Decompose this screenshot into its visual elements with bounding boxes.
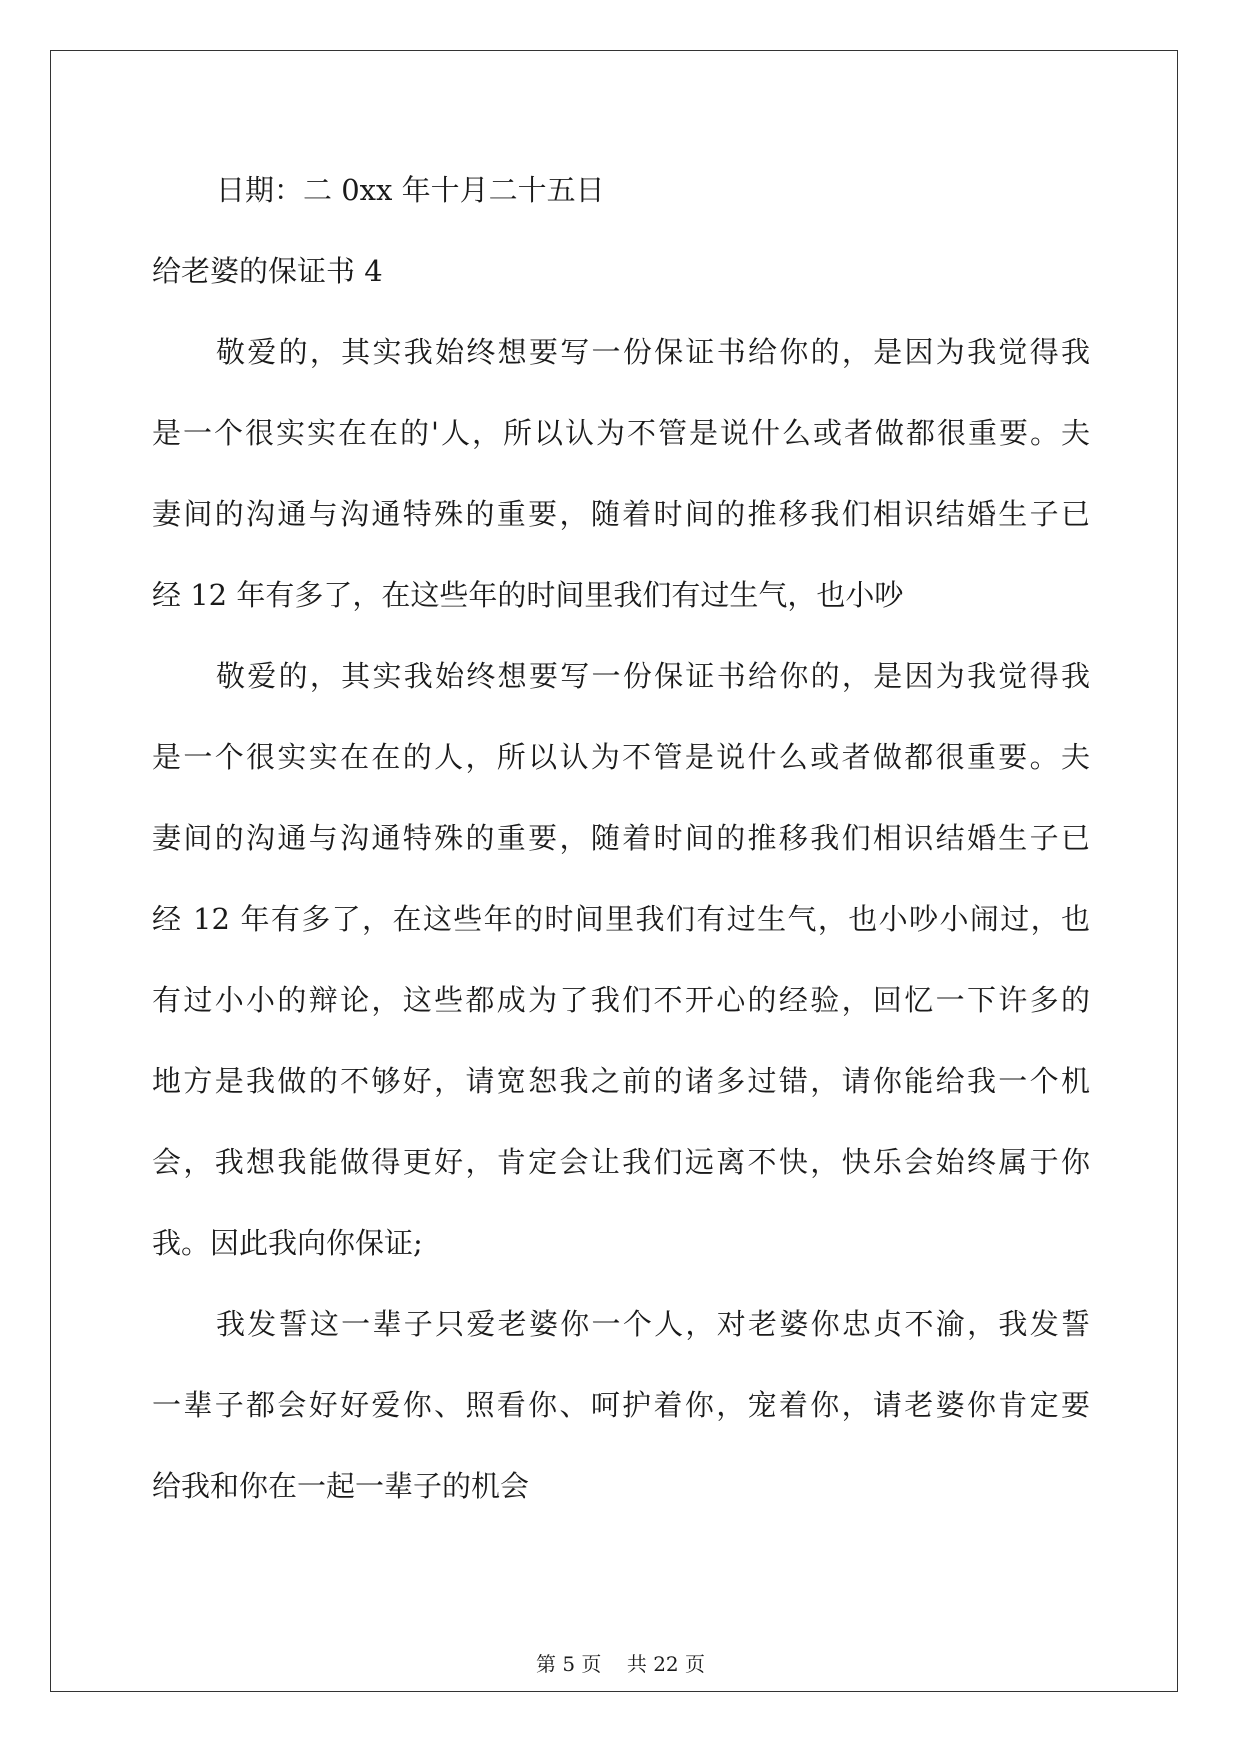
paragraph-line: 经 12 年有多了，在这些年的时间里我们有过生气，也小吵小闹过，也 (152, 902, 1090, 936)
paragraph-line: 有过小小的辩论，这些都成为了我们不开心的经验，回忆一下许多的 (152, 983, 1090, 1017)
paragraph-line: 会，我想我能做得更好，肯定会让我们远离不快，快乐会始终属于你 (152, 1145, 1090, 1179)
paragraph-line: 我。因此我向你保证; (152, 1226, 423, 1260)
paragraph-line: 敬爱的，其实我始终想要写一份保证书给你的，是因为我觉得我 (216, 659, 1090, 693)
paragraph-line: 地方是我做的不够好，请宽恕我之前的诸多过错，请你能给我一个机 (152, 1064, 1090, 1098)
document-heading: 给老婆的保证书 4 (152, 254, 383, 288)
paragraph-line: 妻间的沟通与沟通特殊的重要，随着时间的推移我们相识结婚生子已 (152, 497, 1090, 531)
paragraph-line: 是一个很实实在在的人，所以认为不管是说什么或者做都很重要。夫 (152, 740, 1090, 774)
paragraph-3 (152, 1294, 1090, 1537)
date-line: 日期：二 0xx 年十月二十五日 (216, 173, 605, 207)
paragraph-line: 给我和你在一起一辈子的机会 (152, 1469, 530, 1503)
paragraph-line: 是一个很实实在在的'人，所以认为不管是说什么或者做都很重要。夫 (152, 416, 1090, 450)
paragraph-1 (152, 322, 1090, 646)
document-body (152, 160, 1090, 1537)
paragraph-line: 经 12 年有多了，在这些年的时间里我们有过生气，也小吵 (152, 578, 904, 612)
paragraph-line: 妻间的沟通与沟通特殊的重要，随着时间的推移我们相识结婚生子已 (152, 821, 1090, 855)
paragraph-line: 敬爱的，其实我始终想要写一份保证书给你的，是因为我觉得我 (216, 335, 1090, 369)
paragraph-line: 我发誓这一辈子只爱老婆你一个人，对老婆你忠贞不渝，我发誓 (216, 1307, 1090, 1341)
page-number-footer: 第 5 页 共 22 页 (535, 1652, 706, 1676)
paragraph-2 (152, 646, 1090, 1294)
paragraph-line: 一辈子都会好好爱你、照看你、呵护着你，宠着你，请老婆你肯定要 (152, 1388, 1090, 1422)
